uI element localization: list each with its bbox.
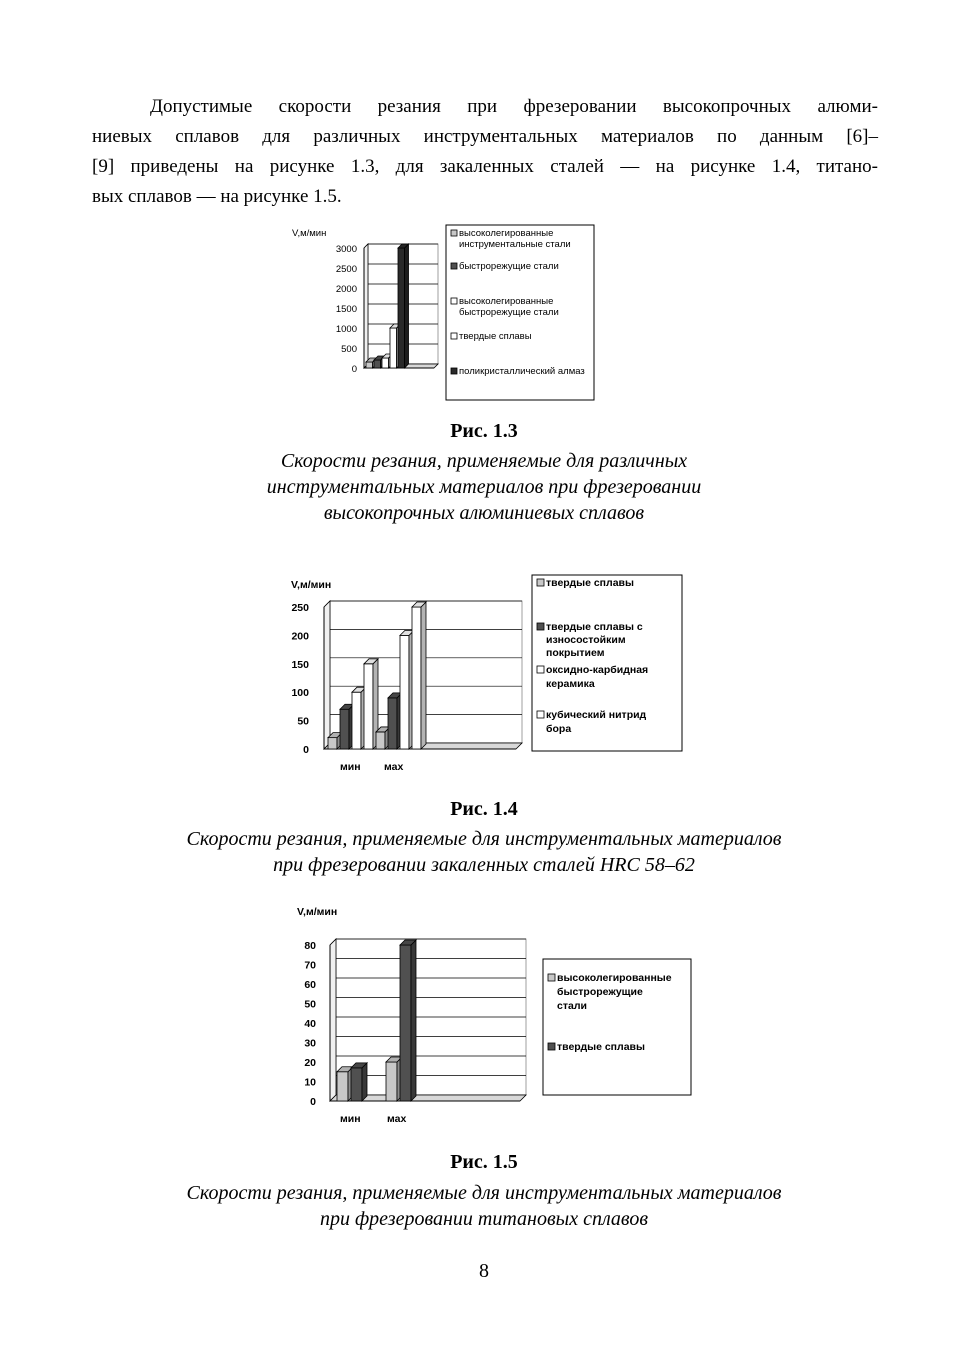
legend-swatch (548, 1043, 555, 1050)
x-tick-label: мин (340, 761, 361, 773)
bar (337, 1072, 348, 1101)
bar (400, 945, 411, 1101)
legend-swatch (548, 974, 555, 981)
paragraph-line: [9] приведены на рисунке 1.3, для закаленных сталей — на рисунке 1.4, титано- (92, 156, 878, 177)
legend-label: износостойким (546, 634, 626, 646)
x-tick-label: мах (384, 761, 404, 773)
y-tick-label: 0 (351, 364, 357, 375)
figure-label: Рис. 1.4 (450, 798, 518, 820)
y-tick-label: 1500 (335, 304, 357, 315)
legend-label: поликристаллический алмаз (459, 366, 585, 377)
y-axis-label: V,м/мин (291, 579, 332, 591)
legend-label: стали (557, 1000, 587, 1012)
caption-line: при фрезеровании закаленных сталей HRC 58–62 (273, 854, 695, 876)
legend-label: твердые сплавы с (546, 621, 643, 633)
legend-label: высоколегированные (557, 972, 672, 984)
figure-label: Рис. 1.3 (450, 420, 518, 442)
y-tick-label: 3000 (335, 244, 357, 255)
side-wall (330, 939, 336, 1101)
x-tick-label: мин (340, 1113, 361, 1125)
figure-label: Рис. 1.5 (450, 1151, 518, 1173)
paragraph-line: Допустимые скорости резания при фрезеровании высокопрочных алюми- (150, 96, 878, 117)
y-tick-label: 50 (297, 715, 309, 728)
y-tick-label: 0 (303, 744, 309, 756)
legend-label: высоколегированные (459, 296, 554, 307)
legend-label: кубический нитрид (546, 709, 647, 721)
legend-label: бора (546, 723, 572, 735)
bar-side (411, 940, 416, 1101)
y-tick-label: 2500 (335, 264, 357, 275)
legend-label: инструментальные стали (459, 239, 571, 250)
caption-line: Скорости резания, применяемые для инструментальных материалов (186, 1182, 782, 1204)
legend-label: покрытием (546, 647, 605, 659)
y-axis-label: V,м/мин (297, 906, 338, 918)
y-tick-label: 250 (291, 602, 309, 614)
bar (351, 1068, 362, 1101)
legend-label: быстрорежущие стали (459, 261, 559, 272)
x-tick-label: мах (387, 1113, 407, 1125)
paragraph-line: вых сплавов — на рисунке 1.5. (92, 186, 342, 207)
legend-label: высоколегированные (459, 228, 554, 239)
caption-line: инструментальных материалов при фрезеровании (266, 476, 702, 498)
bar-side (362, 1063, 367, 1101)
y-tick-label: 2000 (335, 284, 357, 295)
y-tick-label: 100 (291, 687, 309, 700)
y-tick-label: 150 (291, 658, 309, 671)
bar (386, 1062, 397, 1101)
y-tick-label: 80 (304, 940, 316, 952)
y-tick-label: 1000 (335, 324, 357, 335)
y-tick-label: 70 (304, 959, 316, 972)
y-tick-label: 200 (291, 630, 309, 643)
y-tick-label: 0 (310, 1096, 316, 1108)
caption-line: высокопрочных алюминиевых сплавов (323, 502, 645, 524)
caption-line: при фрезеровании титановых сплавов (319, 1208, 649, 1230)
y-tick-label: 40 (304, 1018, 316, 1030)
y-tick-label: 30 (304, 1037, 316, 1050)
legend-label: быстрорежущие (557, 986, 643, 998)
y-tick-label: 10 (304, 1076, 316, 1089)
legend-label: оксидно-карбидная (546, 664, 649, 676)
y-axis-label: V,м/мин (292, 228, 327, 239)
caption-line: Скорости резания, применяемые для различных (280, 450, 688, 472)
caption-line: Скорости резания, применяемые для инструментальных материалов (186, 828, 782, 850)
y-tick-label: 60 (304, 979, 316, 991)
legend-label: керамика (546, 678, 595, 690)
y-tick-label: 20 (304, 1057, 316, 1069)
y-tick-label: 50 (304, 998, 316, 1011)
legend-label: твердые сплавы (557, 1041, 645, 1053)
legend-label: твердые сплавы (459, 331, 532, 342)
figure-caption (0, 1180, 968, 1232)
page-number: 8 (479, 1260, 489, 1282)
legend-label: быстрорежущие стали (459, 307, 559, 318)
paragraph-line: ниевых сплавов для различных инструментальных материалов по данным [6]– (92, 126, 878, 147)
legend-label: твердые сплавы (546, 577, 634, 589)
y-tick-label: 500 (341, 344, 357, 355)
